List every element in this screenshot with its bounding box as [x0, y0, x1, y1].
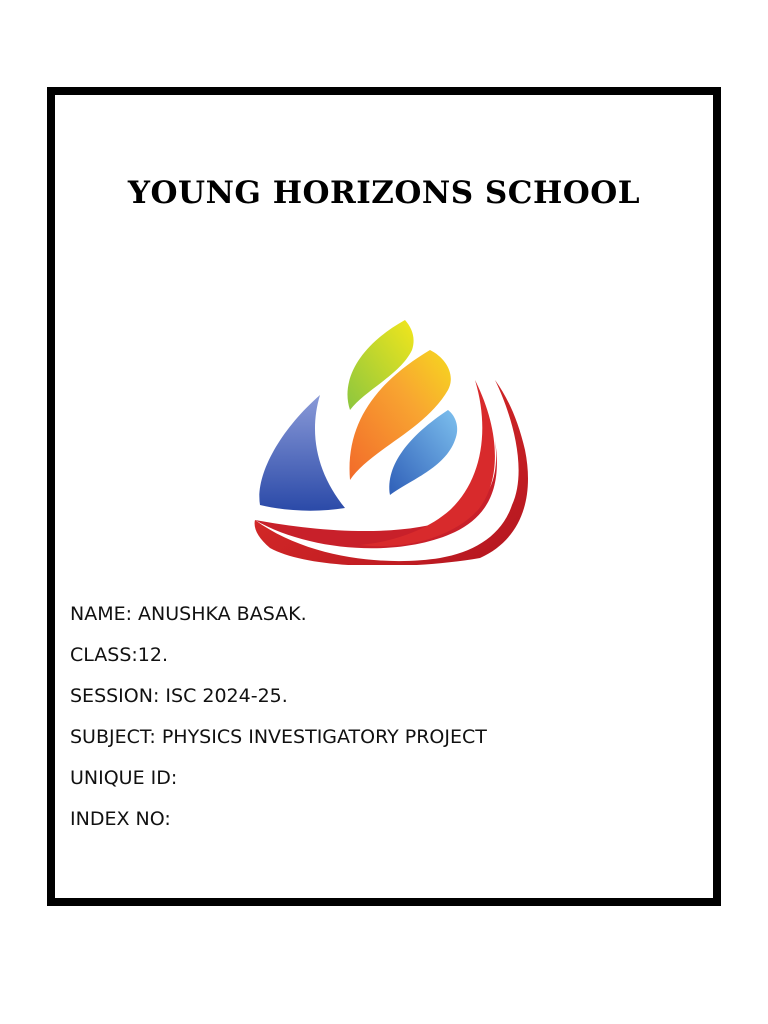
flame-logo-icon	[250, 320, 530, 565]
detail-class: CLASS:12.	[70, 644, 169, 666]
detail-subject: SUBJECT: PHYSICS INVESTIGATORY PROJECT	[70, 726, 487, 748]
detail-session: SESSION: ISC 2024-25.	[70, 685, 288, 707]
cover-page-frame	[47, 87, 721, 906]
detail-index-no: INDEX NO:	[70, 808, 171, 830]
detail-unique-id: UNIQUE ID:	[70, 767, 178, 789]
school-title: YOUNG HORIZONS SCHOOL	[127, 175, 641, 211]
detail-name: NAME: ANUSHKA BASAK.	[70, 603, 307, 625]
student-details-list	[70, 599, 487, 845]
